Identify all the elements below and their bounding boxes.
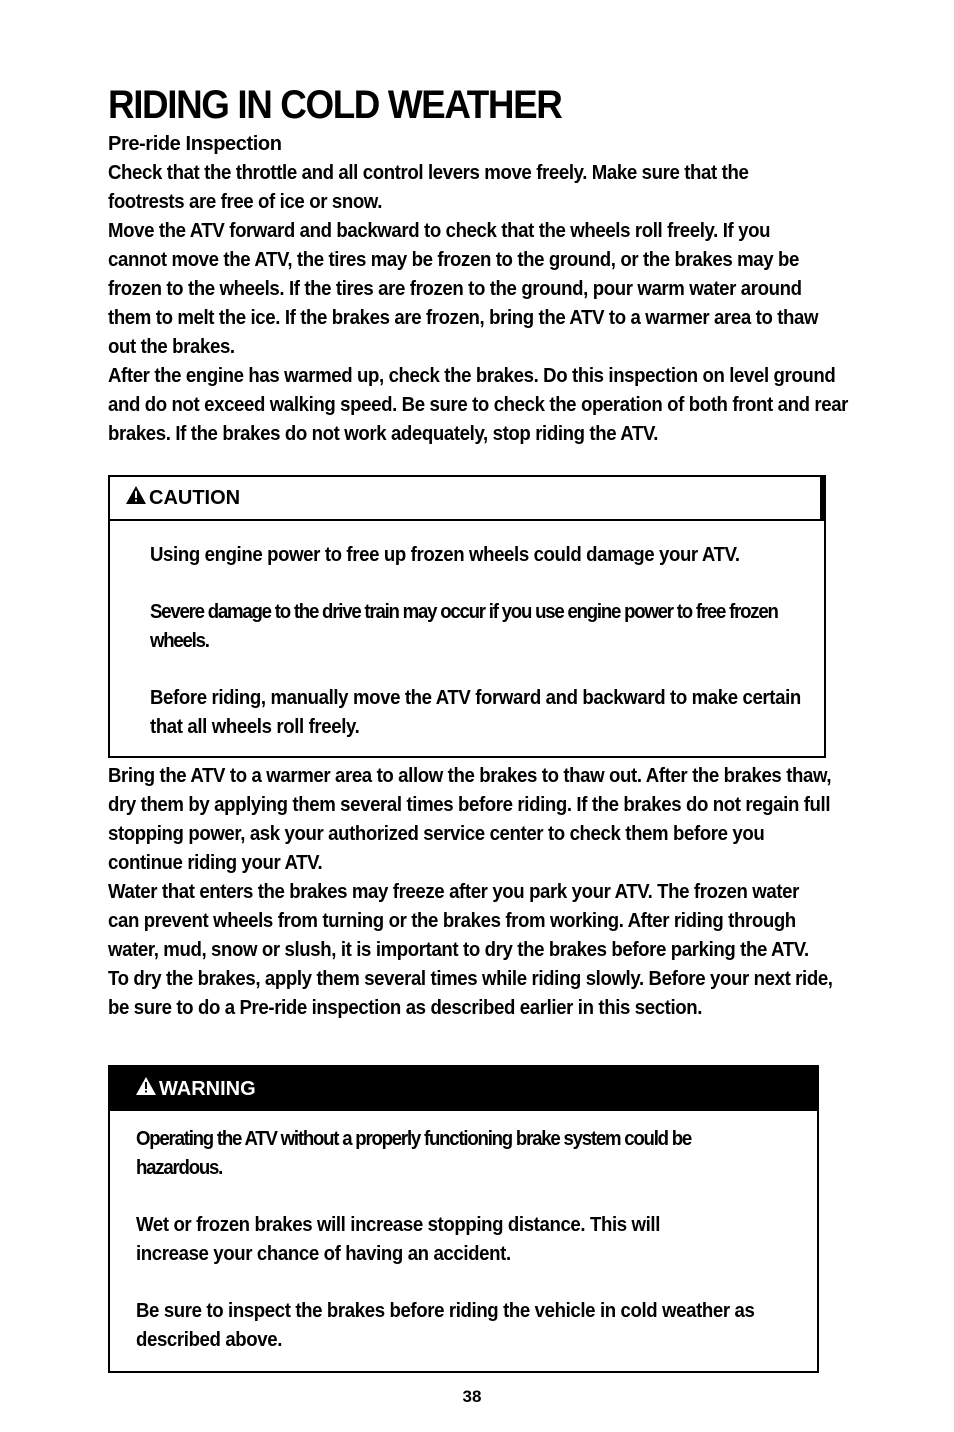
warning-item: Wet or frozen brakes will increase stopping distance. This will increase your chance of having an accident. [136,1214,661,1265]
warning-header [110,1067,817,1111]
warning-body [110,1111,817,1355]
paragraph-water: Water that enters the brakes may freeze after you park your ATV. The frozen water can prevent wheels from turning or the brakes from working. After riding through water, mud, snow or slush, it is important to dry the brakes before parking the ATV. To dry the brakes, apply them several times while riding slowly. Before your next ride, be sure to do a Pre-ride inspection as described earlier in this section. [108,881,833,1019]
page-title: RIDING IN COLD WEATHER [108,83,562,127]
warning-label: WARNING [159,1077,256,1100]
paragraph-brakes-check: After the engine has warmed up, check the brakes. Do this inspection on level ground and do not exceed walking speed. Be sure to check the operation of both front and rear brakes. If the brakes do not work adequately, stop riding the ATV. [108,365,849,445]
caution-header [110,477,824,521]
caution-body [110,521,824,742]
paragraph-controls: Check that the throttle and all control levers move freely. Make sure that the footrests are free of ice or snow. [108,162,749,213]
warning-item: Operating the ATV without a properly functioning brake system could be hazardous. [136,1128,692,1179]
warning-triangle-icon [126,486,146,510]
warning-box [108,1065,819,1373]
paragraph-wheels: Move the ATV forward and backward to check that the wheels roll freely. If you cannot move the ATV, the tires may be frozen to the ground, or the brakes may be frozen to the wheels. If the tires are frozen to the ground, pour warm water around them to melt the ice. If the brakes are frozen, bring the ATV to a warmer area to thaw out the brakes. [108,220,819,358]
page-content [108,80,848,449]
section-subheading: Pre-ride Inspection [108,133,282,155]
page-content-lower [108,762,848,1023]
caution-item: Before riding, manually move the ATV forward and backward to make certain that all wheels roll freely. [150,687,801,738]
warning-item: Be sure to inspect the brakes before riding the vehicle in cold weather as described above. [136,1300,755,1351]
paragraph-thaw: Bring the ATV to a warmer area to allow the brakes to thaw out. After the brakes thaw, dry them by applying them several times before riding. If the brakes do not regain full stopping power, ask your authorized service center to check them before you continue riding your ATV. [108,765,832,874]
caution-item: Using engine power to free up frozen wheels could damage your ATV. [150,544,740,566]
caution-label: CAUTION [149,486,241,509]
page-number: 38 [462,1387,482,1406]
caution-box [108,475,826,758]
caution-item: Severe damage to the drive train may occur if you use engine power to free frozen wheels. [150,601,778,652]
warning-triangle-icon [136,1077,156,1101]
